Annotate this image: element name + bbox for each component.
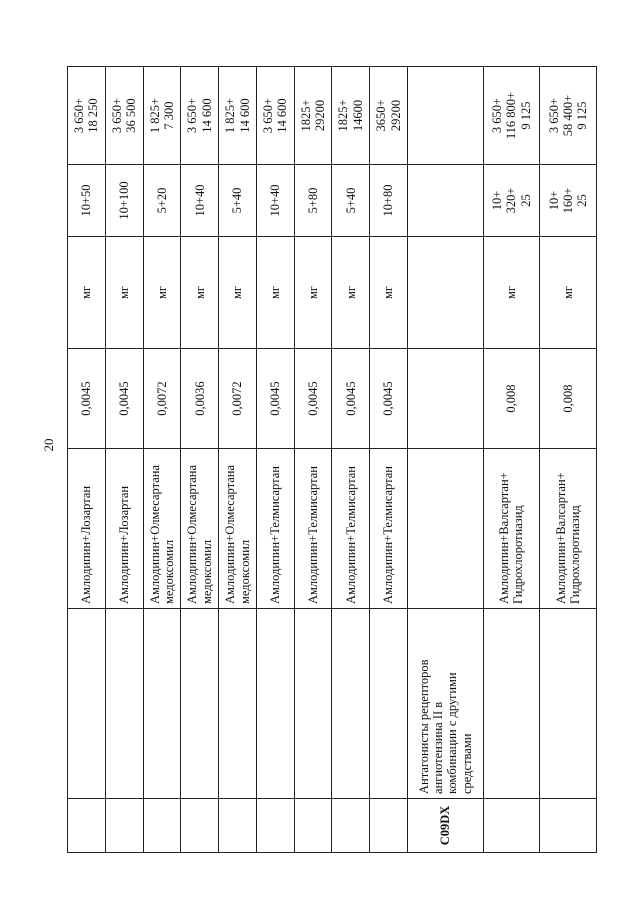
total-cell: 3 650+ 58 400+ 9 125	[540, 67, 597, 165]
drug-name-cell: Амлодипин+Валсартан+ Гидрохлоротиазид	[540, 449, 597, 609]
atc-code-cell	[370, 799, 408, 853]
group-name-cell	[294, 609, 332, 799]
atc-code-cell	[483, 799, 540, 853]
value-cell: 0,0045	[105, 349, 143, 449]
drug-name-cell: Амлодипин+Олмесартана медоксомил	[219, 449, 257, 609]
group-name-cell	[332, 609, 370, 799]
dose-cell: 10+40	[181, 165, 219, 237]
drug-name-cell: Амлодипин+Телмисартан	[370, 449, 408, 609]
drug-name-cell: Амлодипин+Лозартан	[68, 449, 106, 609]
group-name-cell: Антагонисты рецепторов ангиотензина II в комбинации с другими средствами	[408, 609, 484, 799]
total-cell: 3 650+ 18 250	[68, 67, 106, 165]
value-cell: 0,0045	[68, 349, 106, 449]
dose-cell: 5+40	[332, 165, 370, 237]
total-cell: 1825+ 29200	[294, 67, 332, 165]
page-number: 20	[41, 438, 56, 452]
unit-cell: мг	[105, 237, 143, 349]
table-row	[143, 67, 181, 853]
unit-cell: мг	[143, 237, 181, 349]
drug-name-cell: Амлодипин+Телмисартан	[294, 449, 332, 609]
atc-code-cell	[68, 799, 106, 853]
table-row	[181, 67, 219, 853]
table-row	[219, 67, 257, 853]
total-cell: 1825+ 14600	[332, 67, 370, 165]
drug-name-cell: Амлодипин+Олмесартана медоксомил	[181, 449, 219, 609]
unit-cell: мг	[181, 237, 219, 349]
group-name-cell	[68, 609, 106, 799]
total-cell: 3 650+ 14 600	[256, 67, 294, 165]
group-name-cell	[143, 609, 181, 799]
table-row	[256, 67, 294, 853]
table-row	[408, 67, 484, 853]
atc-code-cell: C09DX	[408, 799, 484, 853]
drug-table	[67, 66, 597, 853]
value-cell	[408, 349, 484, 449]
atc-code-cell	[181, 799, 219, 853]
drug-name-cell: Амлодипин+Телмисартан	[256, 449, 294, 609]
total-cell: 3 650+ 14 600	[181, 67, 219, 165]
unit-cell: мг	[483, 237, 540, 349]
total-cell: 3650+ 29200	[370, 67, 408, 165]
unit-cell: мг	[256, 237, 294, 349]
total-cell	[408, 67, 484, 165]
table-body	[68, 67, 597, 853]
drug-name-cell: Амлодипин+Валсартан+ Гидрохлоротиазид	[483, 449, 540, 609]
unit-cell: мг	[540, 237, 597, 349]
rotated-table-wrapper	[67, 67, 597, 853]
value-cell: 0,0072	[143, 349, 181, 449]
value-cell: 0,0045	[370, 349, 408, 449]
atc-code-cell	[219, 799, 257, 853]
total-cell: 3 650+ 36 500	[105, 67, 143, 165]
table-row	[540, 67, 597, 853]
value-cell: 0,0045	[332, 349, 370, 449]
value-cell: 0,0045	[294, 349, 332, 449]
table-row	[332, 67, 370, 853]
group-name-cell	[219, 609, 257, 799]
unit-cell: мг	[219, 237, 257, 349]
drug-name-cell: Амлодипин+Телмисартан	[332, 449, 370, 609]
atc-code-cell	[143, 799, 181, 853]
total-cell: 3 650+ 116 800+ 9 125	[483, 67, 540, 165]
value-cell: 0,008	[483, 349, 540, 449]
dose-cell: 10+100	[105, 165, 143, 237]
unit-cell: мг	[332, 237, 370, 349]
total-cell: 1 825+ 7 300	[143, 67, 181, 165]
value-cell: 0,0045	[256, 349, 294, 449]
dose-cell: 10+ 320+ 25	[483, 165, 540, 237]
group-name-cell	[370, 609, 408, 799]
atc-code-cell	[256, 799, 294, 853]
total-cell: 1 825+ 14 600	[219, 67, 257, 165]
dose-cell: 10+50	[68, 165, 106, 237]
drug-name-cell: Амлодипин+Олмесартана медоксомил	[143, 449, 181, 609]
unit-cell: мг	[68, 237, 106, 349]
group-name-cell	[181, 609, 219, 799]
group-name-cell	[256, 609, 294, 799]
table-row	[370, 67, 408, 853]
dose-cell	[408, 165, 484, 237]
unit-cell: мг	[294, 237, 332, 349]
atc-code-cell	[540, 799, 597, 853]
group-name-cell	[540, 609, 597, 799]
dose-cell: 5+80	[294, 165, 332, 237]
dose-cell: 5+20	[143, 165, 181, 237]
table-row	[294, 67, 332, 853]
dose-cell: 10+80	[370, 165, 408, 237]
atc-code-cell	[332, 799, 370, 853]
table-row	[68, 67, 106, 853]
unit-cell	[408, 237, 484, 349]
drug-name-cell: Амлодипин+Лозартан	[105, 449, 143, 609]
table-row	[105, 67, 143, 853]
value-cell: 0,0072	[219, 349, 257, 449]
table-row	[483, 67, 540, 853]
atc-code-cell	[294, 799, 332, 853]
unit-cell: мг	[370, 237, 408, 349]
group-name-cell	[105, 609, 143, 799]
dose-cell: 10+40	[256, 165, 294, 237]
group-name-cell	[483, 609, 540, 799]
atc-code-cell	[105, 799, 143, 853]
dose-cell: 5+40	[219, 165, 257, 237]
drug-name-cell	[408, 449, 484, 609]
dose-cell: 10+ 160+ 25	[540, 165, 597, 237]
value-cell: 0,008	[540, 349, 597, 449]
value-cell: 0,0036	[181, 349, 219, 449]
